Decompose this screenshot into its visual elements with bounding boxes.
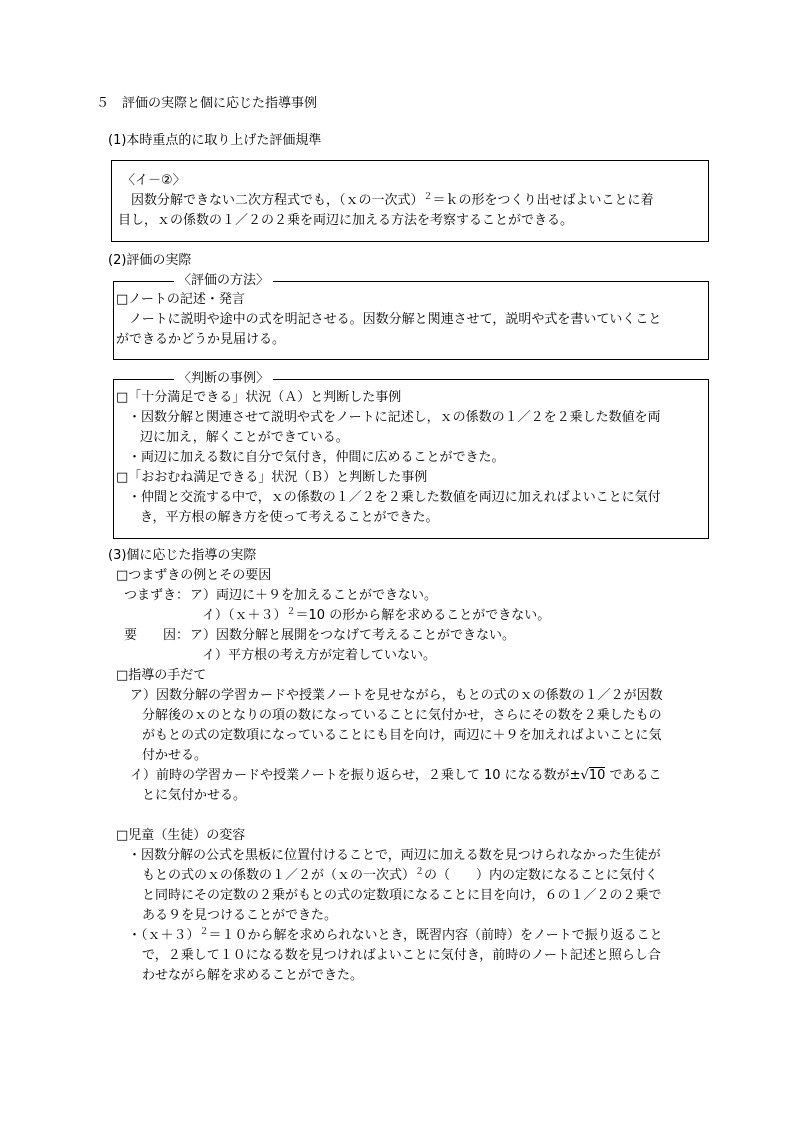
- judgment-a-line-3: ・両辺に加える数に自分で気付き，仲間に広めることができた。: [128, 450, 505, 465]
- change-line-2: [142, 866, 658, 887]
- stumble-i1-superscript: ２: [286, 607, 296, 617]
- criteria-superscript: ２: [423, 192, 433, 202]
- method-line-2: ができるかどうか見届ける。: [116, 332, 286, 347]
- method-line-1: ノートに説明や途中の式を明記させる。因数分解と関連させて，説明や式を書いていくこと: [116, 312, 662, 327]
- change-line-3: と同時にその定数の２乗がもとの式の定数項になることに目を向け，６の１／２の２乗で: [142, 888, 662, 903]
- square-root-icon: √: [580, 768, 589, 783]
- change-line-2a: もとの式のｘの係数の１／２が（ｘの一次式）: [142, 868, 416, 883]
- change-line-5a: ・（ｘ＋３）: [128, 928, 200, 943]
- stumble-label-1: つまずき：: [124, 588, 190, 603]
- change-line-1: ・因数分解の公式を黒板に位置付けることで，両辺に加える数を見つけられなかった生徒が: [128, 848, 661, 863]
- change-line-2b: の（ ）内の定数になることに気付く: [424, 868, 659, 883]
- change-line-5: [128, 926, 663, 947]
- guidance-line-3: がもとの式の定数項になっていることにも目を向け，両辺に＋９を加えればよいことに気: [142, 728, 662, 743]
- guidance-i-post: であるこ: [605, 768, 662, 783]
- change-line-7: わせながら解を求めることができた。: [142, 968, 364, 983]
- guidance-item: □指導の手だて: [116, 668, 207, 683]
- change-line-4: ある９を見つけることができた。: [142, 908, 338, 923]
- method-legend: 〈評価の方法〉: [174, 271, 273, 291]
- criteria-line-1b: ＝ｋの形をつくり出せばよいことに着: [432, 193, 654, 208]
- change-item: □児童（生徒）の変容: [116, 828, 246, 843]
- stumble-i1-post: ＝10 の形から解を求めることができない。: [295, 608, 551, 623]
- guidance-i-line: [130, 766, 662, 786]
- criteria-line-1: [118, 191, 654, 212]
- part3-heading: (3)個に応じた指導の実際: [108, 548, 257, 563]
- judgment-item-a: □「十分満足できる」状況（Ａ）と判断した事例: [116, 390, 402, 405]
- guidance-line-4: 付かせる。: [142, 748, 208, 763]
- stumble-label-2: 要 因：: [124, 628, 190, 643]
- stumble-item: □つまずきの例とその要因: [116, 568, 272, 583]
- guidance-i-radicand: 10: [588, 768, 606, 783]
- part2-heading: (2)評価の実際: [108, 253, 192, 268]
- change-line-5b: ＝１０から解を求められないとき，既習内容（前時）をノートで振り返ること: [208, 928, 663, 943]
- change-superscript-2: ２: [199, 927, 209, 937]
- guidance-i-line-2: とに気付かせる。: [142, 788, 247, 803]
- change-superscript-1: ２: [415, 867, 425, 877]
- section-title: ５ 評価の実際と個に応じた指導事例: [96, 96, 318, 111]
- judgment-legend: 〈判断の事例〉: [174, 369, 273, 389]
- judgment-b-line-1: ・仲間と交流する中で，ｘの係数の１／２を２乗した数値を両辺に加えればよいことに気付: [128, 490, 661, 505]
- guidance-line-1: ア）因数分解の学習カードや授業ノートを見せながら，もとの式のｘの係数の１／２が因数: [130, 688, 663, 703]
- criteria-line-2: 目し，ｘの係数の１／２の２乗を両辺に加える方法を考察することができる。: [118, 213, 574, 228]
- judgment-b-line-2: き，平方根の解き方を使って考えることができた。: [140, 510, 439, 525]
- stumble-a1: ア）両辺に＋９を加えることができない。: [190, 588, 438, 603]
- criteria-line-1a: 因数分解できない二次方程式でも，（ｘの一次式）: [118, 193, 424, 208]
- method-item: □ノートの記述・発言: [116, 292, 245, 307]
- stumble-i1: [202, 606, 550, 627]
- stumble-i2: イ）平方根の考え方が定着していない。: [202, 648, 437, 663]
- change-line-6: で，２乗して１０になる数を見つければよいことに気付き，前時のノート記述と照らし合: [142, 948, 661, 963]
- guidance-line-2: 分解後のｘのとなりの項の数になっていることに気付かせ，さらにその数を２乗したもの: [142, 708, 662, 723]
- stumble-i1-pre: イ）（ｘ＋３）: [202, 608, 287, 623]
- judgment-a-line-2: 辺に加え，解くことができている。: [140, 430, 349, 445]
- stumble-a2: ア）因数分解と展開をつなげて考えることができない。: [190, 628, 516, 643]
- guidance-i-pre: イ）前時の学習カードや授業ノートを振り返らせ，２乗して 10 になる数が±: [130, 768, 581, 783]
- part1-heading: (1)本時重点的に取り上げた評価規準: [108, 133, 322, 148]
- judgment-item-b: □「おおむね満足できる」状況（Ｂ）と判断した事例: [116, 470, 428, 485]
- criteria-tag: 〈イ－②〉: [122, 173, 186, 188]
- judgment-a-line-1: ・因数分解と関連させて説明や式をノートに記述し，ｘの係数の１／２を２乗した数値を両: [128, 410, 661, 425]
